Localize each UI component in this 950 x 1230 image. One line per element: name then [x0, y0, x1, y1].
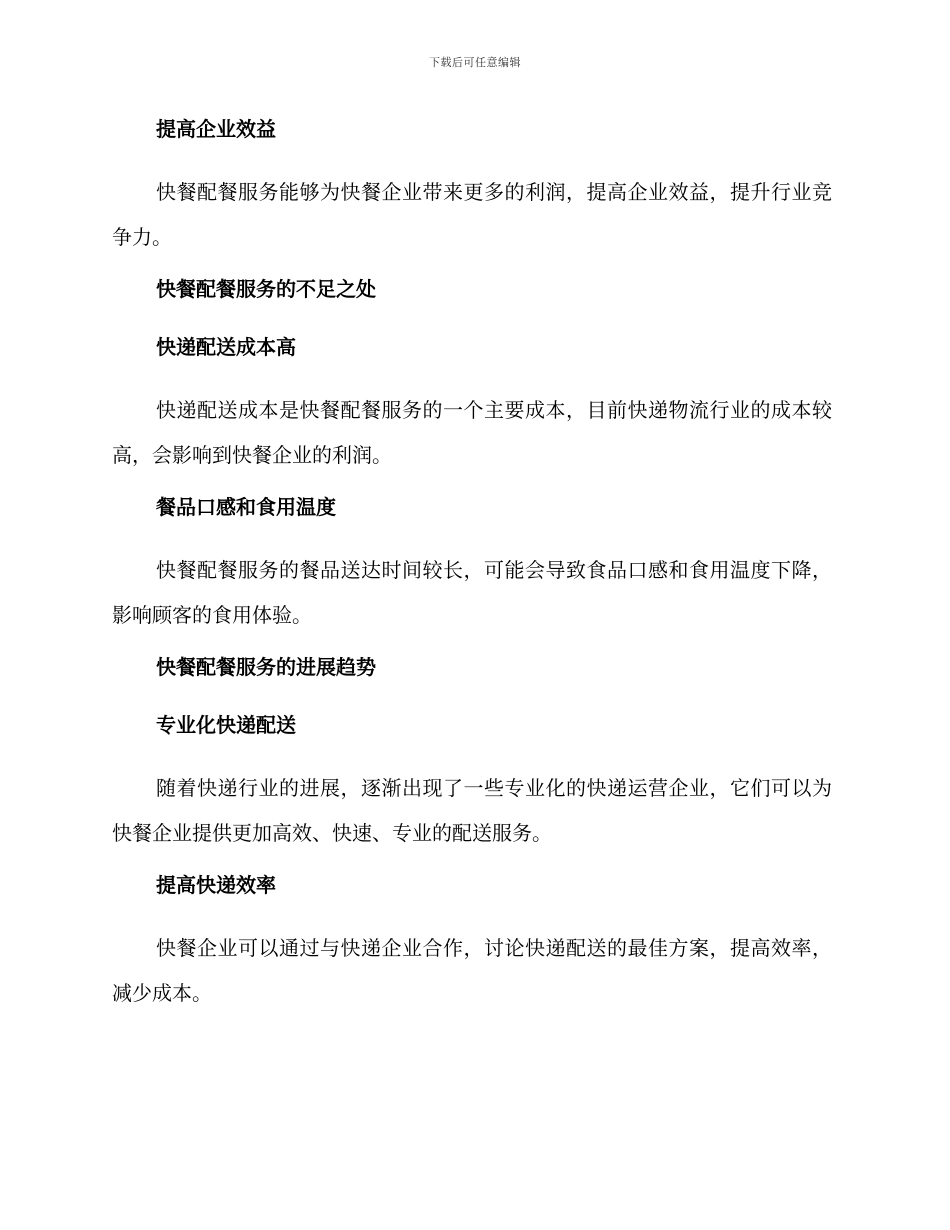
paragraph: 快餐企业可以通过与快递企业合作，讨论快递配送的最佳方案，提高效率，减少成本。	[112, 936, 832, 1005]
subsection-heading: 快递配送成本高	[156, 335, 296, 359]
paragraph: 随着快递行业的进展，逐渐出现了一些专业化的快递运营企业，它们可以为快餐企业提供更加高效、快速、专业的配送服务。	[112, 776, 832, 845]
section-heading: 快餐配餐服务的进展趋势	[156, 655, 376, 679]
section-heading: 提高企业效益	[156, 117, 276, 141]
section-heading: 快餐配餐服务的不足之处	[156, 277, 376, 301]
document-body	[112, 112, 832, 1028]
subsection-heading: 餐品口感和食用温度	[156, 495, 336, 519]
paragraph: 快递配送成本是快餐配餐服务的一个主要成本，目前快递物流行业的成本较高，会影响到快餐企业的利润。	[112, 398, 832, 467]
paragraph: 快餐配餐服务的餐品送达时间较长，可能会导致食品口感和食用温度下降，影响顾客的食用体验。	[112, 558, 832, 627]
subsection-heading: 专业化快递配送	[156, 713, 296, 737]
page-header: 下载后可任意编辑	[429, 56, 521, 69]
paragraph: 快餐配餐服务能够为快餐企业带来更多的利润，提高企业效益，提升行业竞争力。	[112, 180, 832, 249]
subsection-heading: 提高快递效率	[156, 873, 276, 897]
